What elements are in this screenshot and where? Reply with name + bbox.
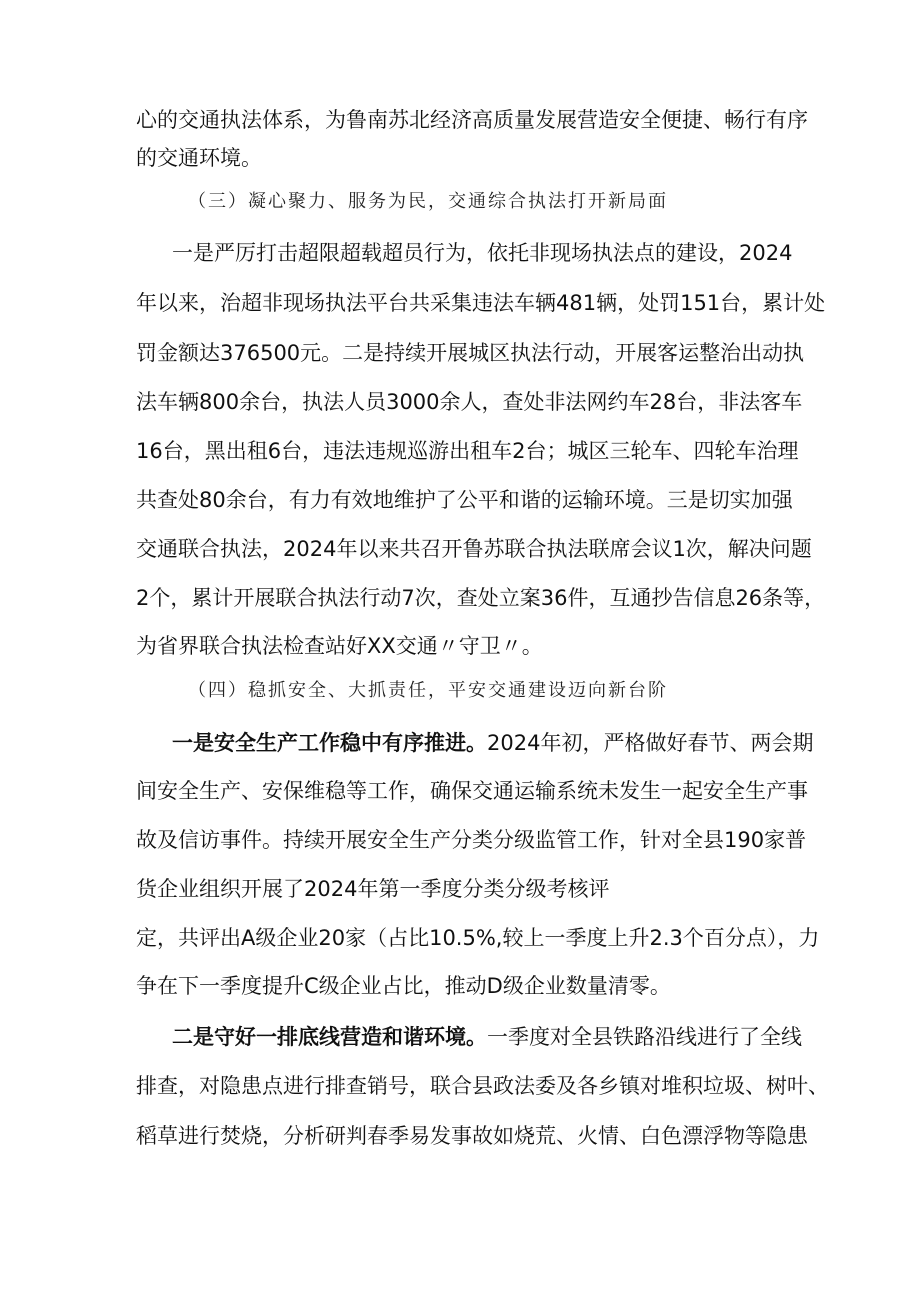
section-3-line: 为省界联合执法检查站好XX交通〃守卫〃。 — [136, 634, 543, 658]
section-4-para-1-line: 故及信访事件。持续开展安全生产分类分级监管工作，针对全县190家普 — [136, 828, 807, 852]
section-4-heading: （四）稳抓安全、大抓责任，平安交通建设迈向新台阶 — [188, 680, 668, 701]
section-3-line: 法车辆800余台，执法人员3000余人，查处非法网约车28台，非法客车 — [136, 390, 803, 414]
section-4-para-1-first-line — [172, 730, 813, 756]
para-1-lead: 一是安全生产工作稳中有序推进。 — [172, 731, 487, 755]
section-3-line: 2个，累计开展联合执法行动7次，查处立案36件，互通抄告信息26条等， — [136, 586, 826, 610]
section-4-para-2-line: 稻草进行焚烧，分析研判春季易发事故如烧荒、火情、白色漂浮物等隐患 — [136, 1124, 808, 1148]
section-4-para-2-first-line — [172, 1024, 802, 1050]
section-4-para-1-line: 货企业组织开展了2024年第一季度分类分级考核评 — [136, 877, 610, 901]
intro-line-1: 心的交通执法体系，为鲁南苏北经济高质量发展营造安全便捷、畅行有序 — [136, 108, 808, 132]
section-3-line: 年以来，治超非现场执法平台共采集违法车辆481辆，处罚151台，累计处 — [136, 291, 826, 315]
section-3-line: 交通联合执法，2024年以来共召开鲁苏联合执法联席会议1次，解决问题 — [136, 537, 812, 561]
para-1-first-rest: 2024年初，严格做好春节、两会期 — [487, 731, 814, 755]
para-2-first-rest: 一季度对全县铁路沿线进行了全线 — [487, 1025, 802, 1049]
section-4-para-1-line: 争在下一季度提升C级企业占比，推动D级企业数量清零。 — [136, 974, 671, 998]
intro-line-2: 的交通环境。 — [136, 146, 262, 170]
section-3-line: 16台，黑出租6台，违法违规巡游出租车2台；城区三轮车、四轮车治理 — [136, 439, 799, 463]
section-3-heading: （三）凝心聚力、服务为民，交通综合执法打开新局面 — [188, 191, 668, 212]
section-3-line: 共查处80余台，有力有效地维护了公平和谐的运输环境。三是切实加强 — [136, 488, 793, 512]
section-3-line: 罚金额达376500元。二是持续开展城区执法行动，开展客运整治出动执 — [136, 341, 805, 365]
section-4-para-1-line: 定，共评出A级企业20家（占比10.5%,较上一季度上升2.3个百分点），力 — [136, 926, 820, 950]
para-2-lead: 二是守好一排底线营造和谐环境。 — [172, 1025, 487, 1049]
section-4-para-1-line: 间安全生产、安保维稳等工作，确保交通运输系统未发生一起安全生产事 — [136, 779, 808, 803]
section-4-para-2-line: 排查，对隐患点进行排查销号，联合县政法委及各乡镇对堆积垃圾、树叶、 — [136, 1074, 829, 1098]
section-3-line: 一是严厉打击超限超载超员行为，依托非现场执法点的建设，2024 — [172, 241, 793, 265]
